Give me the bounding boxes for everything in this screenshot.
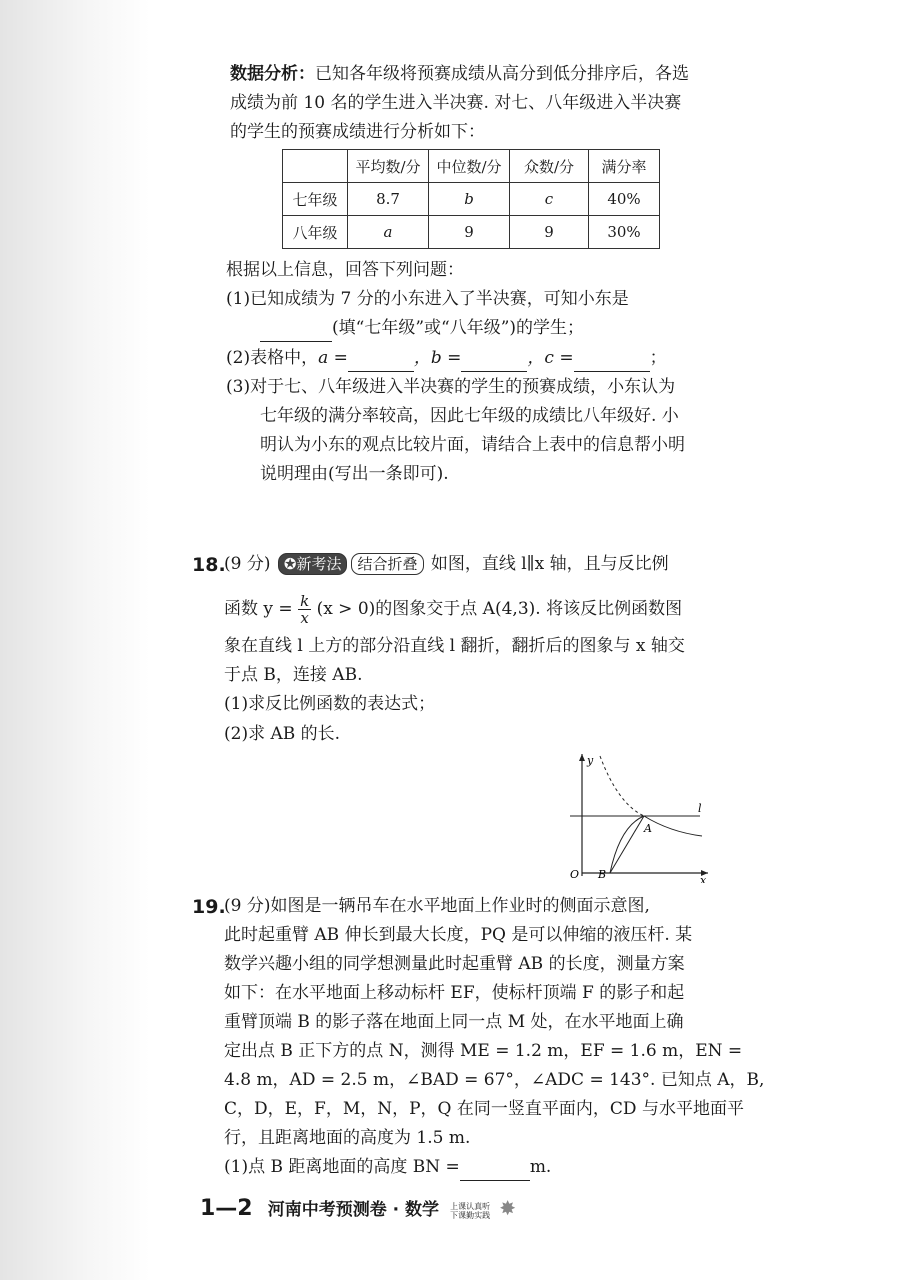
q17-part3-line3: 明认为小东的观点比较片面，请结合上表中的信息帮小明 <box>260 435 685 455</box>
y-label: y <box>587 754 594 767</box>
fold-badge: 结合折叠 <box>351 553 423 575</box>
q19-line6: 定出点 B 正下方的点 N，测得 ME = 1.2 m，EF = 1.6 m，EN = <box>224 1041 743 1061</box>
q18-func-suffix: (x > 0)的图象交于点 A(4,3). 将该反比例函数图 <box>316 599 683 619</box>
line-l-label: l <box>698 802 702 815</box>
hyperbola-upper-dashed <box>600 756 644 816</box>
q18-part1: (1)求反比例函数的表达式； <box>224 694 436 714</box>
table-cell: a <box>348 216 429 249</box>
table-cell: 40% <box>589 183 660 216</box>
fraction-k-over-x <box>298 593 311 626</box>
q17-part3-line2: 七年级的满分率较高，因此七年级的成绩比八年级好. 小 <box>260 406 679 426</box>
slogan-line-2: 下课勤实践 <box>450 1210 491 1220</box>
part2-prefix: (2)表格中， <box>226 348 319 368</box>
table-row <box>283 216 660 249</box>
analysis-label: 数据分析： <box>230 64 315 84</box>
table-cell: 9 <box>429 216 510 249</box>
stats-table <box>282 149 660 249</box>
y-axis-arrow <box>579 754 585 761</box>
hyperbola-lower <box>644 816 702 836</box>
q18-part2: (2)求 AB 的长. <box>224 724 341 744</box>
q19-part1-unit: m. <box>529 1157 552 1177</box>
page-shadow <box>0 0 150 1280</box>
q19-number: 19. <box>192 896 226 918</box>
answer-blank-b[interactable] <box>461 351 527 372</box>
q19-line8: C，D，E，F，M，N，P，Q 在同一竖直平面内，CD 与水平地面平 <box>224 1099 744 1119</box>
q17-analysis-line-1 <box>230 60 689 88</box>
origin-label: O <box>570 868 580 881</box>
table-header-cell: 满分率 <box>589 150 660 183</box>
page-code: 1—2 <box>200 1196 253 1221</box>
answer-blank-c[interactable] <box>574 351 650 372</box>
table-header-cell: 中位数/分 <box>429 150 510 183</box>
table-cell: 30% <box>589 216 660 249</box>
x-label: x <box>700 874 707 883</box>
answer-blank-bn[interactable] <box>460 1160 530 1181</box>
q19-part1 <box>224 1153 551 1181</box>
segment-AB <box>610 816 644 873</box>
q17-prompt: 根据以上信息，回答下列问题： <box>226 260 464 280</box>
new-method-badge <box>278 553 348 575</box>
table-cell: 8.7 <box>348 183 429 216</box>
q18-figure <box>562 748 712 883</box>
q17-analysis-line-3: 的学生的预赛成绩进行分析如下： <box>230 122 485 142</box>
star-logo-icon: ✸ <box>499 1196 516 1220</box>
q18-line2 <box>224 592 682 626</box>
q17-part1-line1: (1)已知成绩为 7 分的小东进入了半决赛，可知小东是 <box>226 289 629 309</box>
part2-b-label: ，b = <box>413 348 462 368</box>
table-cell: 9 <box>510 216 589 249</box>
q17-analysis-line-2: 成绩为前 10 名的学生进入半决赛. 对七、八年级进入半决赛 <box>230 93 682 113</box>
exam-page <box>150 0 870 1280</box>
q19-line3: 数学兴趣小组的同学想测量此时起重臂 AB 的长度，测量方案 <box>224 954 685 974</box>
q18-text-1: 如图，直线 l∥x 轴，且与反比例 <box>430 554 669 574</box>
table-header-cell: 平均数/分 <box>348 150 429 183</box>
q18-line3: 象在直线 l 上方的部分沿直线 l 翻折，翻折后的图象与 x 轴交 <box>224 636 685 656</box>
q17-part2 <box>226 344 667 372</box>
page-footer <box>200 1195 516 1221</box>
table-cell: 八年级 <box>283 216 348 249</box>
part1-text: (填“七年级”或“八年级”)的学生； <box>332 318 585 338</box>
table-header-cell: 众数/分 <box>510 150 589 183</box>
badge-text: 新考法 <box>296 555 342 573</box>
point-B-label: B <box>598 868 607 881</box>
answer-blank[interactable] <box>260 321 332 342</box>
q19-line1: (9 分)如图是一辆吊车在水平地面上作业时的侧面示意图, <box>224 896 650 916</box>
q17-part3-line1: (3)对于七、八年级进入半决赛的学生的预赛成绩，小东认为 <box>226 377 676 397</box>
star-icon: ✪ <box>283 555 297 573</box>
table-header-cell <box>283 150 348 183</box>
fraction-numerator: k <box>300 592 310 610</box>
q19-line5: 重臂顶端 B 的影子落在地面上同一点 M 处，在水平地面上确 <box>224 1012 684 1032</box>
part2-a-label: a = <box>318 348 348 368</box>
q18-number: 18. <box>192 554 226 576</box>
book-title: 河南中考预测卷 · 数学 <box>267 1200 440 1220</box>
q19-line9: 行，且距离地面的高度为 1.5 m. <box>224 1128 471 1148</box>
table-cell: b <box>429 183 510 216</box>
fraction-denominator: x <box>300 609 309 627</box>
slogan-line-1: 上课认真听 <box>450 1201 491 1211</box>
q17-part3-line4: 说明理由(写出一条即可). <box>260 464 449 484</box>
point-A-label: A <box>644 822 652 835</box>
part2-c-label: ，c = <box>527 348 574 368</box>
answer-blank-a[interactable] <box>348 351 414 372</box>
table-cell: 七年级 <box>283 183 348 216</box>
q18-line4: 于点 B，连接 AB. <box>224 665 363 685</box>
table-header-row <box>283 150 660 183</box>
q18-func-prefix: 函数 y = <box>224 599 293 619</box>
q18-score: (9 分) <box>224 554 271 574</box>
q19-line7: 4.8 m，AD = 2.5 m，∠BAD = 67°，∠ADC = 143°. 已知点 A，B, <box>224 1070 765 1090</box>
footer-slogan <box>450 1202 490 1220</box>
q17-part1-line2 <box>260 314 584 342</box>
q19-line4: 如下：在水平地面上移动标杆 EF，使标杆顶端 F 的影子和起 <box>224 983 685 1003</box>
table-cell: c <box>510 183 589 216</box>
table-row <box>283 183 660 216</box>
part2-end: ； <box>649 348 667 368</box>
q18-line1 <box>224 550 669 578</box>
analysis-text-1: 已知各年级将预赛成绩从高分到低分排序后，各选 <box>315 64 689 84</box>
q19-line2: 此时起重臂 AB 伸长到最大长度，PQ 是可以伸缩的液压杆. 某 <box>224 925 693 945</box>
q19-part1-text: (1)点 B 距离地面的高度 BN = <box>224 1157 460 1177</box>
